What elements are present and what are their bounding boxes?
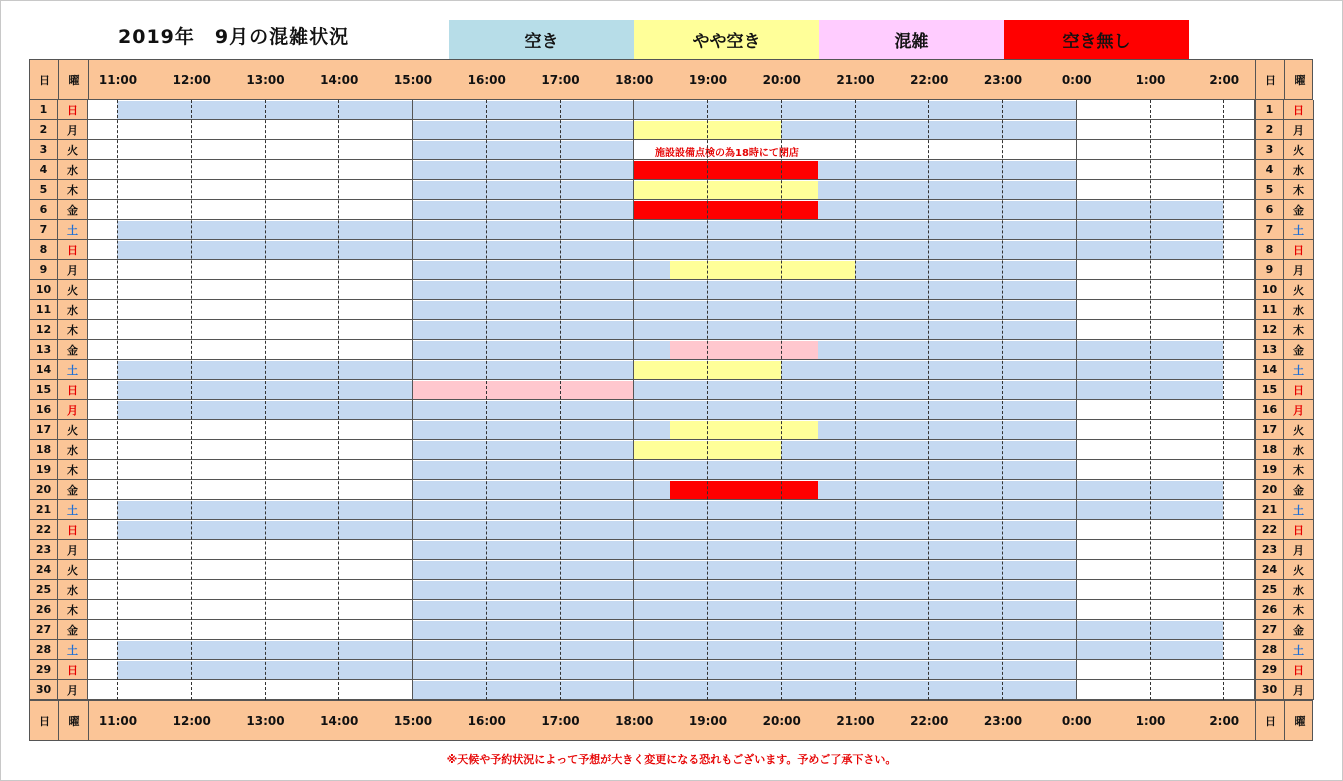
- weekday: 火: [1284, 560, 1314, 580]
- day-number: 4: [29, 160, 58, 180]
- header-day-label: 日: [39, 73, 50, 87]
- time-label: 20:00: [762, 72, 801, 87]
- hour-gridline: [781, 100, 782, 700]
- weekday: 金: [58, 620, 88, 640]
- slot-open: [818, 181, 1076, 199]
- hour-gridline: [486, 100, 487, 700]
- slot-somewhat-open: [670, 261, 854, 279]
- column-divider: [1284, 701, 1285, 740]
- day-row: [29, 540, 1313, 560]
- weekday: 木: [58, 180, 88, 200]
- slot-open: [818, 201, 1224, 219]
- time-label: 14:00: [320, 713, 359, 728]
- day-number: 9: [29, 260, 58, 280]
- hour-gridline: [117, 100, 118, 700]
- time-label: 12:00: [172, 72, 211, 87]
- hour-gridline: [1002, 100, 1003, 700]
- weekday: 金: [1284, 620, 1314, 640]
- hour-gridline: [412, 100, 413, 700]
- day-number: 27: [1255, 620, 1284, 640]
- hour-gridline: [855, 100, 856, 700]
- slot-open: [412, 181, 633, 199]
- weekday: 水: [58, 440, 88, 460]
- day-row: [29, 180, 1313, 200]
- slot-open: [412, 681, 1076, 699]
- slot-open: [412, 461, 1076, 479]
- day-number: 22: [29, 520, 58, 540]
- weekday: 土: [1284, 500, 1314, 520]
- day-number: 19: [29, 460, 58, 480]
- hour-gridline: [560, 100, 561, 700]
- time-label: 2:00: [1209, 713, 1240, 728]
- time-label: 16:00: [467, 72, 506, 87]
- time-label: 18:00: [615, 72, 654, 87]
- weekday: 火: [1284, 420, 1314, 440]
- day-number: 27: [29, 620, 58, 640]
- slot-open: [412, 541, 1076, 559]
- weekday: 金: [58, 480, 88, 500]
- time-label: 1:00: [1135, 713, 1166, 728]
- day-number: 14: [1255, 360, 1284, 380]
- slot-open: [412, 121, 633, 139]
- time-label: 22:00: [910, 713, 949, 728]
- weekday: 土: [1284, 220, 1314, 240]
- day-number: 14: [29, 360, 58, 380]
- hour-gridline: [1076, 100, 1077, 700]
- day-number: 4: [1255, 160, 1284, 180]
- day-number: 24: [29, 560, 58, 580]
- weekday: 月: [1284, 400, 1314, 420]
- day-row: [29, 460, 1313, 480]
- time-label: 16:00: [467, 713, 506, 728]
- closure-note: 施設設備点検の為18時にて閉店: [655, 148, 799, 159]
- day-number: 1: [29, 100, 58, 120]
- time-label: 21:00: [836, 72, 875, 87]
- day-number: 16: [1255, 400, 1284, 420]
- weekday: 水: [1284, 300, 1314, 320]
- legend-somewhat-open: やや空き: [634, 20, 819, 59]
- weekday: 月: [58, 120, 88, 140]
- column-divider: [58, 60, 59, 99]
- slot-open: [412, 561, 1076, 579]
- day-row: [29, 660, 1313, 680]
- weekday: 水: [1284, 440, 1314, 460]
- time-label: 15:00: [393, 713, 433, 728]
- day-number: 9: [1255, 260, 1284, 280]
- day-number: 26: [29, 600, 58, 620]
- day-number: 30: [1255, 680, 1284, 700]
- day-number: 2: [1255, 120, 1284, 140]
- time-label: 19:00: [688, 713, 728, 728]
- day-row: [29, 140, 1313, 160]
- weekday: 火: [1284, 140, 1314, 160]
- weekday: 金: [1284, 480, 1314, 500]
- weekday: 水: [1284, 160, 1314, 180]
- slot-open: [117, 401, 1076, 419]
- column-divider: [1284, 60, 1285, 99]
- weekday: 木: [58, 600, 88, 620]
- day-number: 17: [1255, 420, 1284, 440]
- time-label: 18:00: [615, 713, 654, 728]
- weekday: 日: [1284, 660, 1314, 680]
- time-label: 22:00: [910, 72, 949, 87]
- day-number: 6: [29, 200, 58, 220]
- weekday: 木: [1284, 600, 1314, 620]
- time-label: 23:00: [983, 72, 1023, 87]
- weekday: 月: [58, 260, 88, 280]
- day-number: 10: [1255, 280, 1284, 300]
- slot-open: [117, 661, 1076, 679]
- day-number: 23: [1255, 540, 1284, 560]
- weekday: 金: [58, 340, 88, 360]
- header-day-label: 日: [1265, 714, 1276, 728]
- day-number: 7: [29, 220, 58, 240]
- day-number: 18: [29, 440, 58, 460]
- slot-open: [412, 421, 670, 439]
- day-number: 8: [29, 240, 58, 260]
- day-number: 6: [1255, 200, 1284, 220]
- weekday: 木: [58, 460, 88, 480]
- slot-open: [117, 521, 1076, 539]
- day-row: [29, 160, 1313, 180]
- slot-open: [117, 641, 1223, 659]
- time-label: 12:00: [172, 713, 211, 728]
- weekday: 日: [58, 520, 88, 540]
- header-weekday-label: 曜: [68, 714, 80, 728]
- slot-full: [633, 161, 817, 179]
- header-row-bottom: [29, 700, 1313, 741]
- header-weekday-label: 曜: [1294, 73, 1306, 87]
- weekday: 水: [58, 300, 88, 320]
- weekday: 火: [58, 560, 88, 580]
- day-row: [29, 440, 1313, 460]
- header-row-top: [29, 59, 1313, 100]
- day-row: [29, 560, 1313, 580]
- hour-gridline: [1150, 100, 1151, 700]
- weekday: 月: [1284, 540, 1314, 560]
- day-number: 20: [29, 480, 58, 500]
- slot-open: [855, 261, 1076, 279]
- footer-note: ※天候や予約状況によって予想が大きく変更になる恐れもございます。予めご了承下さい。: [446, 753, 897, 766]
- day-number: 12: [29, 320, 58, 340]
- weekday: 火: [58, 420, 88, 440]
- day-number: 11: [29, 300, 58, 320]
- day-row: [29, 280, 1313, 300]
- time-label: 11:00: [98, 72, 138, 87]
- day-row: [29, 260, 1313, 280]
- weekday: 月: [58, 680, 88, 700]
- weekday: 水: [58, 160, 88, 180]
- day-row: [29, 680, 1313, 700]
- weekday: 土: [58, 500, 88, 520]
- day-row: [29, 340, 1313, 360]
- weekday: 日: [1284, 240, 1314, 260]
- slot-open: [818, 481, 1224, 499]
- weekday: 土: [58, 220, 88, 240]
- day-number: 22: [1255, 520, 1284, 540]
- day-row: [29, 580, 1313, 600]
- weekday: 月: [58, 540, 88, 560]
- grid-edge: [87, 100, 88, 700]
- day-number: 11: [1255, 300, 1284, 320]
- hour-gridline: [1223, 100, 1224, 700]
- weekday: 木: [1284, 320, 1314, 340]
- header-weekday-label: 曜: [68, 73, 80, 87]
- day-row: [29, 100, 1313, 120]
- hour-gridline: [338, 100, 339, 700]
- weekday: 月: [58, 400, 88, 420]
- slot-busy: [670, 341, 818, 359]
- weekday: 月: [1284, 120, 1314, 140]
- weekday: 日: [1284, 520, 1314, 540]
- slot-open: [117, 221, 1223, 239]
- header-day-label: 日: [1265, 73, 1276, 87]
- weekday: 木: [58, 320, 88, 340]
- slot-open: [412, 581, 1076, 599]
- weekday: 金: [1284, 200, 1314, 220]
- hour-gridline: [707, 100, 708, 700]
- weekday: 火: [58, 140, 88, 160]
- slot-somewhat-open: [670, 421, 818, 439]
- weekday: 木: [1284, 460, 1314, 480]
- day-number: 18: [1255, 440, 1284, 460]
- day-row: [29, 400, 1313, 420]
- day-number: 15: [29, 380, 58, 400]
- header-day-label: 日: [39, 714, 50, 728]
- day-row: [29, 480, 1313, 500]
- weekday: 水: [58, 580, 88, 600]
- slot-open: [412, 281, 1076, 299]
- day-row: [29, 220, 1313, 240]
- day-number: 21: [29, 500, 58, 520]
- time-label: 23:00: [983, 713, 1023, 728]
- time-label: 20:00: [762, 713, 801, 728]
- day-number: 7: [1255, 220, 1284, 240]
- column-divider: [58, 701, 59, 740]
- day-number: 8: [1255, 240, 1284, 260]
- slot-open: [117, 501, 1223, 519]
- legend-busy: 混雑: [819, 20, 1004, 59]
- legend-open: 空き: [449, 20, 634, 59]
- weekday: 月: [1284, 680, 1314, 700]
- slot-open: [818, 421, 1076, 439]
- day-number: 29: [1255, 660, 1284, 680]
- day-row: [29, 320, 1313, 340]
- slot-somewhat-open: [633, 181, 817, 199]
- slot-open: [412, 261, 670, 279]
- day-number: 5: [29, 180, 58, 200]
- weekday: 金: [1284, 340, 1314, 360]
- time-label: 11:00: [98, 713, 138, 728]
- weekday: 火: [58, 280, 88, 300]
- slot-open: [412, 481, 670, 499]
- day-number: 25: [1255, 580, 1284, 600]
- weekday: 土: [1284, 360, 1314, 380]
- day-row: [29, 360, 1313, 380]
- time-label: 14:00: [320, 72, 359, 87]
- day-number: 2: [29, 120, 58, 140]
- hour-gridline: [928, 100, 929, 700]
- day-row: [29, 120, 1313, 140]
- day-row: [29, 200, 1313, 220]
- time-label: 19:00: [688, 72, 728, 87]
- day-number: 3: [1255, 140, 1284, 160]
- day-number: 15: [1255, 380, 1284, 400]
- day-number: 12: [1255, 320, 1284, 340]
- slot-open: [412, 441, 633, 459]
- time-label: 0:00: [1061, 72, 1092, 87]
- day-number: 3: [29, 140, 58, 160]
- day-number: 20: [1255, 480, 1284, 500]
- day-number: 21: [1255, 500, 1284, 520]
- slot-open: [412, 321, 1076, 339]
- time-label: 13:00: [246, 72, 285, 87]
- day-row: [29, 300, 1313, 320]
- day-number: 13: [1255, 340, 1284, 360]
- day-number: 13: [29, 340, 58, 360]
- time-label: 17:00: [541, 713, 580, 728]
- page-title: 2019年 9月の混雑状況: [118, 26, 350, 48]
- day-row: [29, 240, 1313, 260]
- weekday: 日: [58, 100, 88, 120]
- hour-gridline: [265, 100, 266, 700]
- weekday: 月: [1284, 260, 1314, 280]
- time-label: 0:00: [1061, 713, 1092, 728]
- slot-full: [633, 201, 817, 219]
- slot-open: [412, 341, 670, 359]
- time-label: 1:00: [1135, 72, 1166, 87]
- day-number: 19: [1255, 460, 1284, 480]
- slot-busy: [412, 381, 633, 399]
- slot-open: [412, 201, 633, 219]
- weekday: 土: [58, 640, 88, 660]
- time-label: 13:00: [246, 713, 285, 728]
- day-row: [29, 640, 1313, 660]
- slot-open: [412, 621, 1223, 639]
- day-row: [29, 420, 1313, 440]
- weekday: 土: [1284, 640, 1314, 660]
- weekday: 日: [1284, 100, 1314, 120]
- day-number: 29: [29, 660, 58, 680]
- day-number: 1: [1255, 100, 1284, 120]
- weekday: 水: [1284, 580, 1314, 600]
- hour-gridline: [633, 100, 634, 700]
- slot-open: [117, 241, 1223, 259]
- day-row: [29, 620, 1313, 640]
- day-row: [29, 500, 1313, 520]
- grid-edge: [1254, 100, 1255, 700]
- time-label: 17:00: [541, 72, 580, 87]
- day-number: 25: [29, 580, 58, 600]
- legend-full: 空き無し: [1004, 20, 1189, 59]
- time-label: 2:00: [1209, 72, 1240, 87]
- day-row: [29, 380, 1313, 400]
- slot-open: [1002, 101, 1076, 119]
- day-number: 28: [1255, 640, 1284, 660]
- slot-open: [412, 161, 633, 179]
- day-row: [29, 520, 1313, 540]
- weekday: 日: [1284, 380, 1314, 400]
- day-number: 16: [29, 400, 58, 420]
- day-number: 28: [29, 640, 58, 660]
- weekday: 日: [58, 660, 88, 680]
- day-number: 30: [29, 680, 58, 700]
- slot-full: [670, 481, 818, 499]
- day-row: [29, 600, 1313, 620]
- day-number: 24: [1255, 560, 1284, 580]
- slot-open: [412, 301, 1076, 319]
- hour-gridline: [191, 100, 192, 700]
- time-label: 15:00: [393, 72, 433, 87]
- weekday: 金: [58, 200, 88, 220]
- slot-open: [412, 601, 1076, 619]
- day-number: 5: [1255, 180, 1284, 200]
- slot-open: [818, 161, 1076, 179]
- slot-open: [117, 361, 633, 379]
- day-number: 26: [1255, 600, 1284, 620]
- slot-open: [818, 341, 1224, 359]
- weekday: 日: [58, 240, 88, 260]
- header-weekday-label: 曜: [1294, 714, 1306, 728]
- weekday: 日: [58, 380, 88, 400]
- weekday: 火: [1284, 280, 1314, 300]
- time-label: 21:00: [836, 713, 875, 728]
- day-number: 23: [29, 540, 58, 560]
- slot-open: [412, 141, 633, 159]
- weekday: 土: [58, 360, 88, 380]
- day-number: 10: [29, 280, 58, 300]
- day-number: 17: [29, 420, 58, 440]
- weekday: 木: [1284, 180, 1314, 200]
